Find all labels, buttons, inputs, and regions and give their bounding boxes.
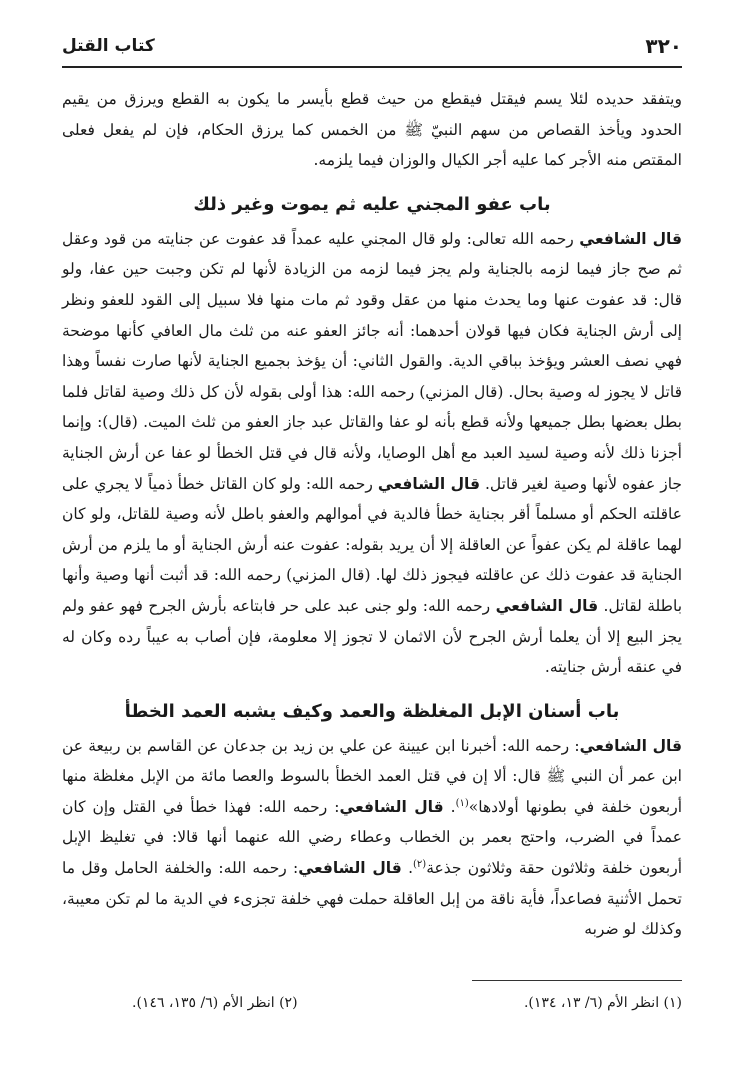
page-header — [62, 34, 682, 64]
paragraph-text: . — [443, 797, 456, 816]
header-divider — [62, 66, 682, 68]
section-heading-pardon: باب عفو المجني عليه ثم يموت وغير ذلك — [193, 193, 551, 215]
paragraph-text: رحمه الله: ولو كان القاتل خطأ ذمياً لا يجري على عاقلته الحكم أو مسلماً أقر بجناية خطأ فالدية في أموالهم والعفو باطل لأنه وصية للقاتل، ولو كان لهما عاقلة لم يكن عفواً عن العاقلة إلا أن يريد بقوله: عفوت عنه أرش الجناية أو ما يلزم من أرش الجناية قد عفوت ذلك عن عاقلته فيجوز ذلك لها. (قال المزني) رحمه الله: قد أثبت أنها وصية وأنها باطلة لقاتل. — [62, 474, 683, 615]
speaker-label: قال الشافعي — [579, 736, 682, 755]
intro-paragraph: ويتفقد حديده لئلا يسم فيقتل فيقطع من حيث قطع بأيسر ما يكون به القطع ويرزق من يقيم الحدود ويأخذ القصاص من سهم النبيّ ﷺ من الخمس كما يرزق الحكام، فإن لم يفعل فعلى المقتص منه الأجر كما عليه أجر الكيال والوزان فيما يلزمه. — [62, 90, 682, 170]
paragraph-text: : رحمه الله: فهذا خطأ في القتل وإن كان عمداً في الضرب، واحتج بعمر بن الخطاب وعطاء رضي الله عنهما أنها قالا: في تغليظ الإبل أربعون خلفة وثلاثون حقة وثلاثون جذعة — [62, 797, 683, 878]
speaker-label: قال الشافعي — [579, 229, 682, 248]
footnote-ref[interactable]: (٢) — [413, 858, 427, 870]
paragraph-text: : رحمه الله: أخبرنا ابن عيينة عن علي بن زيد بن جدعان عن القاسم بن ربيعة عن ابن عمر أن النبي ﷺ قال: ألا إن في قتل العمد الخطأ بالسوط والعصا مائة من الإبل مغلظة منها أربعون خلفة في بطونها أولادها» — [62, 736, 682, 816]
paragraph-text: . — [401, 859, 414, 878]
paragraph-text: : رحمه الله: والخلفة الحامل وقل ما تحمل الأثنية فصاعداً، فأية ناقة من إبل العاقلة حملت فهي خلفة تجزىء في الدية ما لم تكن معيبة، وكذلك لو ضربه — [62, 859, 682, 939]
footnote-ref[interactable]: (١) — [455, 797, 469, 809]
footnote-2: (٢) انظر الأم (٦/ ١٣٥، ١٤٦). — [132, 995, 298, 1011]
footnote-divider — [472, 980, 682, 981]
camel-ages-paragraph — [62, 731, 682, 945]
paragraph-text: رحمه الله: ولو جنى عبد على حر فابتاعه بأرش الجرح فهو عفو ولم يجز البيع إلا أن يعلما أرش الجرح لأن الاثمان لا تجوز إلا معلومة، فإن أصاب به عيباً رده وكان له في عنقه أرش جنايته. — [62, 596, 682, 677]
speaker-label: قال الشافعي — [377, 474, 480, 493]
speaker-label: قال الشافعي — [298, 859, 402, 878]
section-heading-camel-ages: باب أسنان الإبل المغلظة والعمد وكيف يشبه العمد الخطأ — [124, 700, 620, 722]
footnote-1: (١) انظر الأم (٦/ ١٣، ١٣٤). — [523, 995, 682, 1011]
paragraph-text: رحمه الله تعالى: ولو قال المجني عليه عمداً قد عفوت عن جنايته من قود وعقل ثم صح جاز فيما لزمه بالجناية ولم يجز فيما لزمه من الزيادة لأنها لم تكن وجبت حين عفا، ولو قال: قد عفوت عنها وما يحدث منها من عقل وقود ثم مات منها فلا سبيل إلى القود للعفو ونظر إلى أرش الجناية فكان فيها قولان أحدهما: أنه جائز العفو عنه من ثلث مال العافي كأنها موضحة فهي نصف العشر ويؤخذ بباقي الدية. والقول الثاني: أن يؤخذ بجميع الجناية لأنها صارت نفساً وهذا قاتل لا يجوز له وصية بحال. (قال المزني) رحمه الله: هذا أولى بقوله لأن كل ذلك وصية لقاتل فلما بطل بعضها بطل جميعها ولأنه قطع بأنه لو عفا والقاتل عبد جاز العفو من ثلث الميت. (قال): وإنما أجزنا ذلك لأنه وصية لسيد العبد مع أهل الوصايا، ولأنه قال في قتل الخطأ لو عفا عن أرش الجناية جاز عفوه لأنها وصية لغير قاتل. — [62, 229, 683, 493]
speaker-label: قال الشافعي — [339, 797, 444, 816]
speaker-label: قال الشافعي — [495, 596, 599, 615]
pardon-paragraph — [62, 224, 682, 683]
page-number: ٣٢٠ — [645, 34, 682, 58]
book-title: كتاب القتل — [62, 36, 155, 56]
main-text — [62, 84, 682, 945]
